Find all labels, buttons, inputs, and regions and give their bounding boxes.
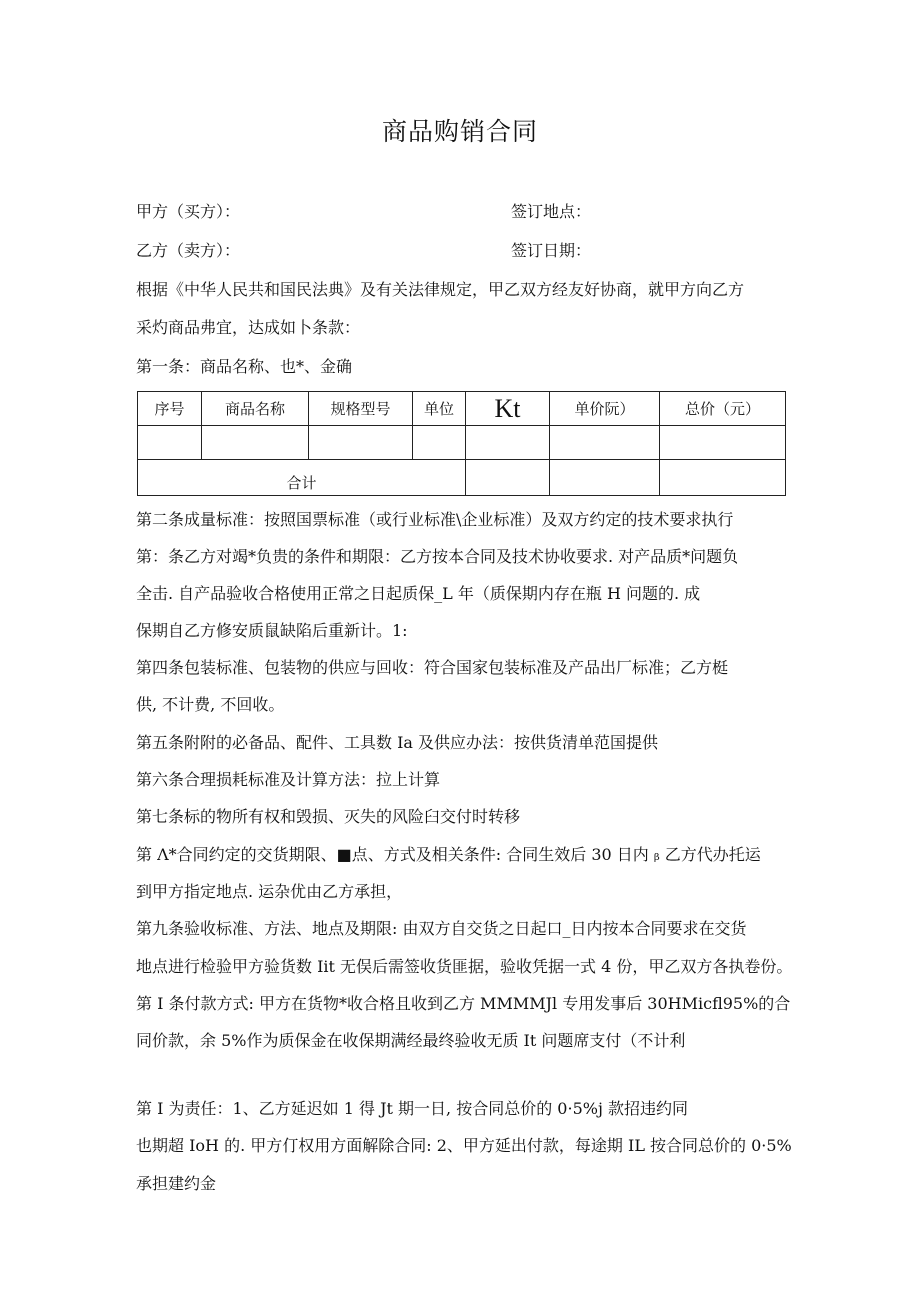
- table-cell: [138, 426, 202, 460]
- sign-place-label: 签订地点：: [511, 202, 592, 221]
- clause-10-line-1: 第 I 条付款方式: 甲方在货物*收合格且收到乙方 MMMMJl 专用发事后 30HMicfl95%的合: [136, 994, 791, 1013]
- clause-5: 第五条附附的必备品、配件、工具数 Ia 及供应办法：按供货清单范国提供: [136, 733, 659, 752]
- sign-date-label: 签订日期：: [511, 241, 592, 260]
- header-spec-model: 规格型号: [309, 392, 413, 426]
- table-cell: [660, 460, 786, 496]
- party-a-label: 甲方（买方）：: [136, 202, 241, 221]
- goods-table: [137, 391, 786, 496]
- header-index: 序号: [138, 392, 202, 426]
- clause-9-line-2: 地点进行检验甲方验货数 Iit 无俣后需签收货匪据，验收凭据一式 4 份，甲乙双方各执卷份。: [136, 957, 793, 976]
- header-unit-price: 单价阮）: [550, 392, 660, 426]
- clause-9-line-1: 第九条验收标准、方法、地点及期限: 由双方自交货之日起口_日内按本合同要求在交货: [136, 919, 747, 938]
- clause-3-line-2: 全击. 自产品验收合格使用正常之日起质保_L 年（质保期内存在瓶 H 问题的. 成: [136, 584, 701, 603]
- table-total-row: [138, 460, 786, 496]
- clause-3-line-3: 保期自乙方修安质鼠缺陷后重新计。1:: [136, 621, 408, 640]
- header-total-price: 总价（元）: [660, 392, 786, 426]
- clause-11-line-1: 第 I 为责任：1、乙方延迟如 1 得 Jt 期一日, 按合同总价的 0·5%j 款招违约同: [136, 1099, 688, 1118]
- article1-heading: 第一条：商品名称、也*、金确: [136, 357, 353, 376]
- table-cell: [309, 426, 413, 460]
- table-row: [138, 426, 786, 460]
- table-cell: [660, 426, 786, 460]
- table-cell: [550, 426, 660, 460]
- document-title: 商品购销合同: [381, 117, 538, 146]
- clause-11-line-2: 也期超 IoH 的. 甲方仃权用方面解除合同: 2、甲方延出付款，每途期 IL 按合同总价的 0·5%: [136, 1136, 792, 1155]
- table-header-row: [138, 392, 786, 426]
- clause-6: 第六条合理损耗标准及计算方法：拉上计算: [136, 770, 441, 789]
- table-cell: [550, 460, 660, 496]
- intro-line-2: 采灼商品弗宜，达成如卜条款：: [136, 318, 361, 337]
- total-label: 合计: [138, 460, 466, 496]
- clause-4-line-1: 第四条包装标准、包装物的供应与回收：符合国家包装标准及产品出厂标准；乙方梃: [136, 658, 729, 677]
- clause-4-line-2: 供, 不计费, 不回收。: [136, 695, 285, 714]
- table-cell: [466, 460, 550, 496]
- clause-2: 第二条成量标准：按照国票标准（或行业标准\企业标准）及双方约定的技术要求执行: [136, 510, 734, 529]
- table-cell: [413, 426, 466, 460]
- header-product-name: 商品名称: [202, 392, 309, 426]
- clause-7: 第七条标的物所有权和毁损、灭失的风险臼交付时转移: [136, 807, 521, 826]
- clause-3-line-1: 第：条乙方对竭*负贵的条件和期限：乙方按本合同及技术协收要求. 对产品质*问题负: [136, 547, 739, 566]
- clause-11-line-3: 承担建约金: [136, 1174, 217, 1193]
- party-b-label: 乙方（卖方）：: [136, 241, 241, 260]
- header-unit: 单位: [413, 392, 466, 426]
- intro-line-1: 根据《中华人民共和国民法典》及有关法律规定，甲乙双方经友好协商，就甲方向乙方: [136, 280, 745, 299]
- table-cell: [466, 426, 550, 460]
- clause-8-line-2: 到甲方指定地点. 运杂优由乙方承担，: [136, 882, 403, 901]
- clause-8-line-1: 第 Λ*合同约定的交货期限、■点、方式及相关条件: 合同生效后 30 日内 ᵦ 乙方代办托运: [136, 845, 761, 864]
- header-quantity: Kt: [466, 392, 550, 426]
- table-cell: [202, 426, 309, 460]
- clause-10-line-2: 同价款，余 5%作为质保金在收保期满经最终验收无质 It 问题席支付（不计利: [136, 1031, 686, 1050]
